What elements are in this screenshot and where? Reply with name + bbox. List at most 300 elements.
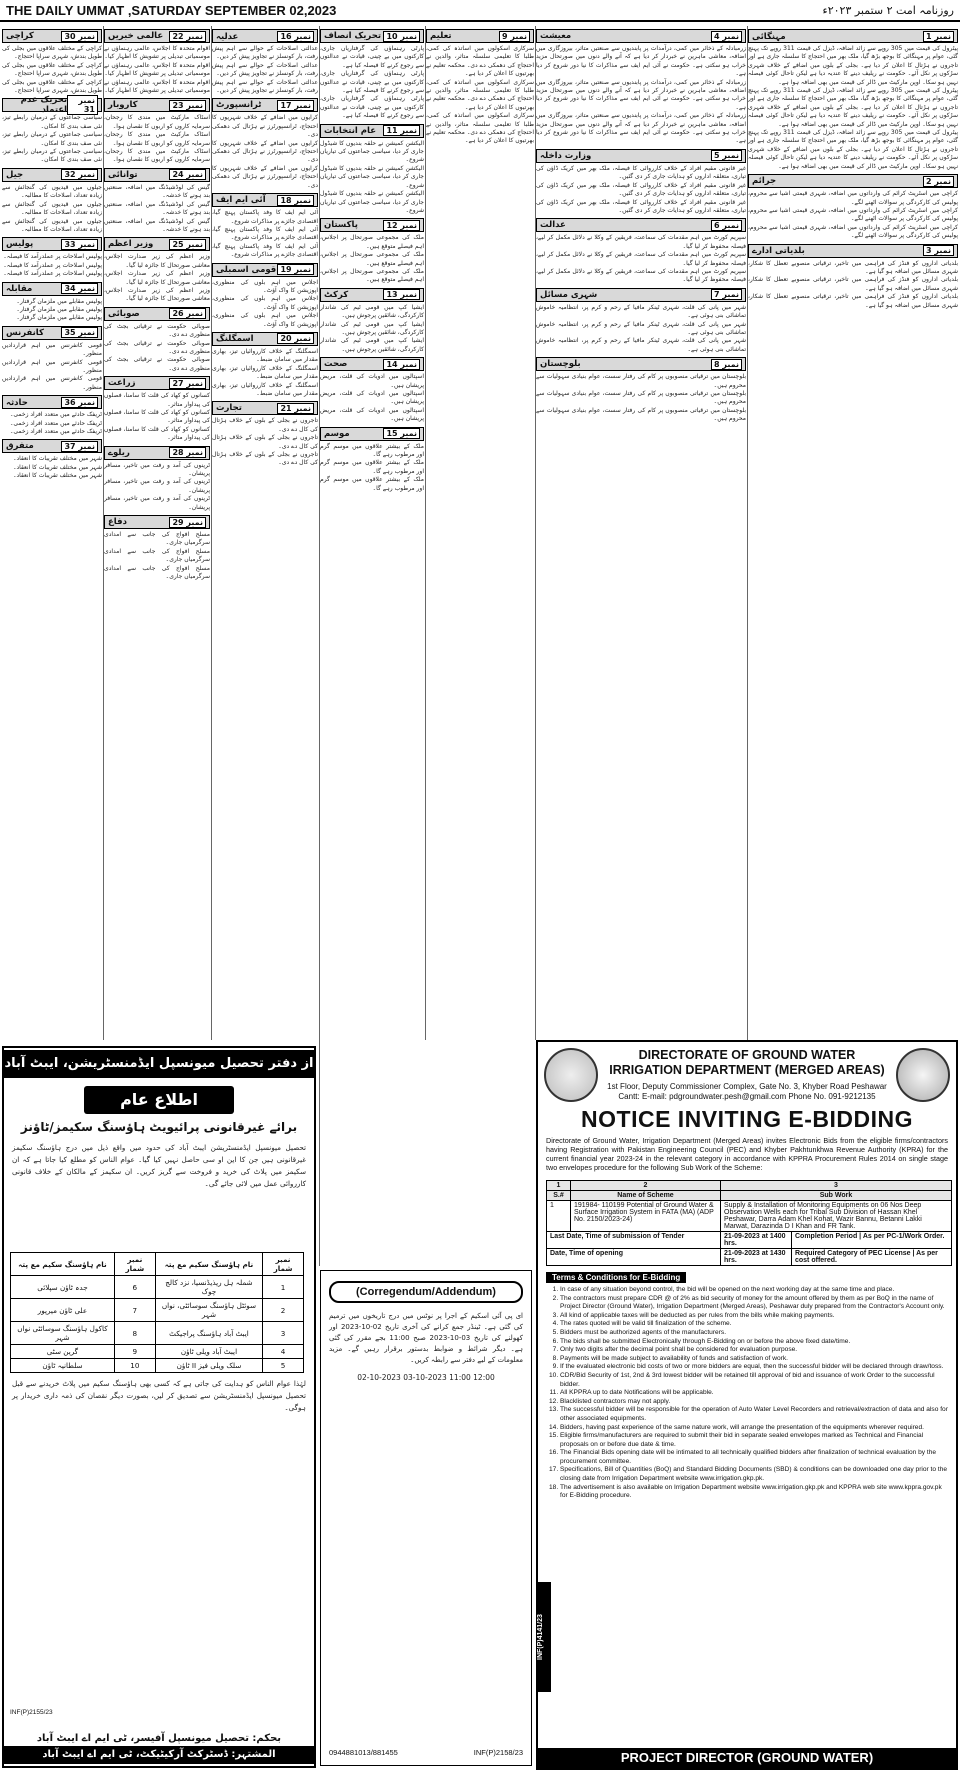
section-paragraph: ملک کے بیشتر علاقوں میں موسم گرم اور مرطوب رہے گا۔	[320, 476, 424, 492]
section-number: نمبر 30	[61, 31, 98, 42]
section-paragraph: آئی ایم ایف کا وفد پاکستان پہنچ گیا، اقتصادی جائزے پر مذاکرات شروع۔	[212, 242, 318, 259]
section-number: نمبر 32	[61, 169, 98, 180]
table-cell: گرین سٹی	[11, 1345, 115, 1359]
section-paragraph: اسٹاک مارکیٹ میں مندی کا رجحان، سرمایہ کاروں کو اربوں کا نقصان ہوا۔	[104, 148, 210, 164]
section-title: ٹرانسپورٹ	[216, 100, 262, 111]
schedule-label: Required Category of PEC License | As per cost offered.	[792, 1249, 952, 1266]
section-paragraph: ایشیا کپ میں قومی ٹیم کی شاندار کارکردگی، شائقین پرجوش ہیں۔	[320, 337, 424, 353]
section-number: نمبر 1	[923, 31, 954, 42]
table-cell: Supply & Installation of Monitoring Equipments on 06 Nos Deep Observation Wells each for Tribal Sub Division of Hassan Khel Peshawar, Darra Adam Khel Kohat, Wazir Bannu, Betanni Lakki Marwat, Darazinda D I Khan and FR Tank.	[721, 1201, 952, 1232]
section-heading	[104, 446, 210, 460]
section-paragraph: اجلاس میں اہم بلوں کی منظوری، اپوزیشن کا واک آؤٹ۔	[212, 278, 318, 294]
section-title: وزیر اعظم	[108, 239, 154, 250]
section-paragraph: ایشیا کپ میں قومی ٹیم کی شاندار کارکردگی، شائقین پرجوش ہیں۔	[320, 303, 424, 320]
section-title: صوبائی	[108, 308, 140, 319]
section-paragraph: وزیر اعظم کی زیر صدارت اجلاس، معاشی صورتحال کا جائزہ لیا گیا۔	[104, 253, 210, 269]
municipal-title: اطلاع عام	[84, 1086, 234, 1114]
table-cell: 1	[263, 1276, 304, 1299]
section-paragraph: پولیس مقابلے میں ملزمان گرفتار۔	[16, 314, 102, 322]
news-column-3	[426, 26, 534, 1038]
corrigendum-inf: INF(P)2158/23	[473, 1748, 523, 1757]
table-cell: 3	[263, 1322, 304, 1345]
section-paragraph: بلدیاتی اداروں کو فنڈز کی فراہمی میں تاخیر، ترقیاتی منصوبے تعطل کا شکار، شہری مسائل میں اضافہ ہو گیا ہے۔	[748, 259, 958, 275]
section-paragraph: سرکاری اسکولوں میں اساتذہ کی کمی، طلبا کا تعلیمی سلسلہ متاثر، والدین نے احتجاج کی دھمکی دے دی۔ محکمہ تعلیم نے بھرتیوں کا اعلان کر دیا ہے۔	[426, 78, 534, 111]
terms-item: 5. Bidders must be authorized agents of the manufacturers.	[560, 1329, 948, 1338]
section-heading	[212, 29, 318, 43]
section-heading	[212, 263, 318, 277]
terms-item: 14. Bidders, having past experience of the same nature work, will arrange the presentation of the equipments wherever required.	[560, 1424, 948, 1433]
section-title: جرائم	[752, 176, 777, 187]
section-paragraph: اسمگلنگ کے خلاف کارروائیاں تیز، بھاری مقدار میں سامان ضبط۔	[212, 347, 318, 364]
table-header: Sub Work	[721, 1191, 952, 1201]
section-paragraph: کسانوں کو کھاد کی قلت کا سامنا، فصلوں کی پیداوار متاثر۔	[104, 392, 210, 408]
table-cell: سلک ویلی فیز II ٹاؤن	[155, 1359, 262, 1373]
section-paragraph: ٹریفک حادثے میں متعدد افراد زخمی۔	[9, 419, 102, 427]
section-paragraph: ملک کی مجموعی صورتحال پر اجلاس، اہم فیصلے متوقع ہیں۔	[320, 234, 424, 250]
section-heading	[104, 98, 210, 112]
section-title: توانائی	[108, 169, 138, 180]
section-paragraph: بلوچستان میں ترقیاتی منصوبوں پر کام کی رفتار سست، عوام بنیادی سہولیات سے محروم ہیں۔	[536, 390, 746, 406]
table-cell: 9	[114, 1345, 155, 1359]
table-cell: سلطانیہ ٹاؤن	[11, 1359, 115, 1373]
section-paragraph: قومی کانفرنس میں اہم قراردادیں منظور۔	[2, 358, 102, 374]
terms-item: 13. The successful bidder will be responsible for the operation of Auto Water Level Recorders and retrieval/extraction of data and also for other associated equipments.	[560, 1406, 948, 1423]
section-number: نمبر 24	[169, 169, 206, 180]
table-header: Name of Scheme	[571, 1191, 721, 1201]
section-number: نمبر 18	[277, 195, 314, 206]
section-heading	[104, 29, 210, 43]
section-number: نمبر 35	[61, 327, 98, 338]
news-column-1	[748, 26, 958, 1038]
section-paragraph: مسلح افواج کی جانب سے امدادی سرگرمیاں جاری۔	[104, 564, 210, 581]
section-paragraph: تاجروں نے بجلی کے بلوں کے خلاف ہڑتال کی کال دے دی۔	[212, 451, 318, 467]
municipal-advertiser: المشتہر: ڈسٹرکٹ آرکیٹیکٹ، ٹی ایم اے ایبٹ آباد	[4, 1746, 314, 1764]
section-heading	[212, 401, 318, 415]
section-paragraph: سرکاری اسکولوں میں اساتذہ کی کمی، طلبا کا تعلیمی سلسلہ متاثر، والدین نے احتجاج کی دھمکی دے دی۔ محکمہ تعلیم نے بھرتیوں کا اعلان کر دیا ہے۔	[426, 45, 534, 78]
section-number: نمبر 14	[383, 359, 420, 370]
section-paragraph: جیلوں میں قیدیوں کی گنجائش سے زیادہ تعداد، اصلاحات کا مطالبہ۔	[2, 183, 102, 200]
section-paragraph: گیس کی لوڈشیڈنگ میں اضافہ، صنعتیں بند ہونے کا خدشہ۔	[104, 217, 210, 233]
table-cell: 2	[263, 1299, 304, 1322]
section-number: نمبر 25	[169, 239, 206, 250]
notice-intro: Directorate of Ground Water, Irrigation Department (Merged Areas) invites Electronic Bids from the eligible firms/contractors having Registration with Pakistan Engineering Council (PEC) and Khyber Pakhtunkhwa Revenue Authority (KPRA) for the current financial year 2023-24 in the relevant category in accordance with KPPRA Procurement Rules 2014 on single stage two envelopes procedure for the following Sub Work of the Scheme:	[546, 1136, 948, 1172]
corrigendum-phone: 0944881013/881455	[329, 1748, 398, 1757]
terms-item: 8. Payments will be made subject to availability of funds and satisfaction of work.	[560, 1355, 948, 1364]
section-paragraph: شہر میں مختلف تقریبات کا انعقاد۔	[12, 455, 102, 463]
section-paragraph: اقوام متحدہ کا اجلاس، عالمی رہنماؤں نے موسمیاتی تبدیلی پر تشویش کا اظہار کیا۔	[104, 61, 210, 78]
terms-item: 18. The advertisement is also available on Irrigation Department website www.irrigation.gkp.pk and KPPRA web site www.kppra.gov.pk for E-Bidding procedure.	[560, 1484, 948, 1501]
section-heading	[320, 357, 424, 371]
section-paragraph: ملک کے بیشتر علاقوں میں موسم گرم اور مرطوب رہے گا۔	[320, 459, 424, 475]
municipal-subtitle: برائے غیرقانونی پرائیویٹ ہاؤسنگ سکیمز/ٹاؤنز	[20, 1120, 298, 1134]
section-title: ریلوے	[108, 448, 130, 459]
section-paragraph: کسانوں کو کھاد کی قلت کا سامنا، فصلوں کی پیداوار متاثر۔	[104, 409, 210, 425]
section-heading	[104, 515, 210, 529]
masthead-title-en: THE DAILY UMMAT ,SATURDAY SEPTEMBER 02,2023	[6, 2, 337, 18]
terms-item: 17. Specifications, Bill of Quantities (BoQ) and Standard Bidding Documents (SBD) & conditions can be downloaded one day prior to the closing date from Irrigation Department website www.irrigation.gkp.pk.	[560, 1466, 948, 1483]
section-title: معیشت	[540, 31, 572, 41]
table-cell: شملہ ہل ریذیڈنسیا، نزد کالج چوک	[155, 1276, 262, 1299]
section-heading	[2, 95, 102, 116]
section-paragraph: ملک کے بیشتر علاقوں میں موسم گرم اور مرطوب رہے گا۔	[320, 442, 424, 459]
section-paragraph: عدالتی اصلاحات کے حوالے سے اہم پیش رفت، بار کونسلز نے تجاویز پیش کر دیں۔	[212, 78, 318, 95]
section-number: نمبر 13	[383, 289, 420, 300]
section-paragraph: اجلاس میں اہم بلوں کی منظوری، اپوزیشن کا واک آؤٹ۔	[212, 312, 318, 328]
section-paragraph: اسپتالوں میں ادویات کی قلت، مریض پریشان ہیں۔	[320, 373, 424, 389]
section-heading	[426, 29, 534, 43]
section-title: صحت	[324, 359, 348, 370]
section-title: موسم	[324, 428, 350, 439]
section-paragraph: وزیر اعظم کی زیر صدارت اجلاس، معاشی صورتحال کا جائزہ لیا گیا۔	[104, 270, 210, 286]
section-number: نمبر 23	[169, 100, 206, 111]
section-paragraph: آئی ایم ایف کا وفد پاکستان پہنچ گیا، اقتصادی جائزے پر مذاکرات شروع۔	[212, 225, 318, 242]
section-paragraph: اقوام متحدہ کا اجلاس، عالمی رہنماؤں نے موسمیاتی تبدیلی پر تشویش کا اظہار کیا۔	[104, 78, 210, 95]
table-cell: 191984- 110199 Potential of Ground Water & Surface Irrigation System in FATA (MA) (ADP No. 2150/2023-24)	[571, 1201, 721, 1232]
section-paragraph: مسلح افواج کی جانب سے امدادی سرگرمیاں جاری۔	[104, 531, 210, 547]
section-paragraph: کسانوں کو کھاد کی قلت کا سامنا، فصلوں کی پیداوار متاثر۔	[104, 425, 210, 442]
table-index: 3	[721, 1181, 952, 1191]
notice-footer: PROJECT DIRECTOR (GROUND WATER)	[538, 1748, 956, 1768]
table-row	[11, 1359, 304, 1373]
section-paragraph: اجلاس میں اہم بلوں کی منظوری، اپوزیشن کا واک آؤٹ۔	[212, 295, 318, 311]
terms-item: 4. The rates quoted will be valid till finalization of the scheme.	[560, 1320, 948, 1329]
table-cell: 7	[114, 1299, 155, 1322]
section-paragraph: کراچی کے مختلف علاقوں میں بجلی کی طویل بندش، شہری سراپا احتجاج۔	[2, 61, 102, 78]
section-title: پاکستان	[324, 220, 358, 231]
corrigendum-footer	[329, 1748, 523, 1757]
table-row	[547, 1249, 952, 1266]
section-paragraph: تاجروں نے بجلی کے بلوں کے خلاف ہڑتال کی کال دے دی۔	[212, 434, 318, 450]
schedule-label: Last Date, Time of submission of Tender	[547, 1232, 721, 1249]
section-title: جیل	[6, 169, 24, 180]
section-number: نمبر 26	[169, 308, 206, 319]
table-header: نام ہاؤسنگ سکیم مع پتہ	[11, 1253, 115, 1276]
table-cell: کاکول ہاؤسنگ سوسائٹی نواں شہر	[11, 1322, 115, 1345]
section-paragraph: جیلوں میں قیدیوں کی گنجائش سے زیادہ تعداد، اصلاحات کا مطالبہ۔	[2, 200, 102, 217]
section-paragraph: اسپتالوں میں ادویات کی قلت، مریض پریشان ہیں۔	[320, 406, 424, 423]
section-paragraph: شہر میں پانی کی قلت، شہری ٹینکر مافیا کے رحم و کرم پر، انتظامیہ خاموش تماشائی بنی ہوئی ہے۔	[536, 337, 746, 353]
section-heading	[104, 237, 210, 251]
section-title: تعلیم	[430, 31, 452, 41]
table-index: 1	[547, 1181, 571, 1191]
section-number: نمبر 9	[499, 31, 530, 42]
section-heading	[2, 395, 102, 409]
table-cell: 6	[114, 1276, 155, 1299]
terms-item: 11. All KPPRA up to date Notifications will be applicable.	[560, 1389, 948, 1398]
table-row	[11, 1276, 304, 1299]
section-paragraph: بلدیاتی اداروں کو فنڈز کی فراہمی میں تاخیر، ترقیاتی منصوبے تعطل کا شکار، شہری مسائل میں اضافہ ہو گیا ہے۔	[748, 276, 958, 292]
table-row	[11, 1322, 304, 1345]
table-header: S.#	[547, 1191, 571, 1201]
section-paragraph: زرمبادلہ کے ذخائر میں کمی، درآمدات پر پابندیوں سے صنعتیں متاثر، بیروزگاری میں اضافہ، معاشی ماہرین نے خبردار کر دیا ہے کہ آنے والے دنوں میں صورتحال مزید خراب ہو سکتی ہے۔ حکومت نے آئی ایم ایف سے مذاکرات کا نیا دور شروع کر دیا ہے۔	[536, 112, 746, 145]
section-paragraph: الیکشن کمیشن نے حلقہ بندیوں کا شیڈول جاری کر دیا، سیاسی جماعتوں کی تیاریاں شروع۔	[320, 164, 424, 189]
section-paragraph: گیس کی لوڈشیڈنگ میں اضافہ، صنعتیں بند ہونے کا خدشہ۔	[104, 200, 210, 217]
section-title: متفرق	[6, 441, 34, 452]
table-index: 2	[571, 1181, 721, 1191]
table-cell: 5	[263, 1359, 304, 1373]
terms-item: 9. If the evaluated electronic bid costs of two or more bidders are equal, then the successful bidder will be declared through draw/toss.	[560, 1363, 948, 1372]
section-title: مقابلہ	[6, 284, 33, 295]
section-number: نمبر 8	[711, 359, 742, 370]
section-paragraph: اسٹاک مارکیٹ میں مندی کا رجحان، سرمایہ کاروں کو اربوں کا نقصان ہوا۔	[104, 131, 210, 147]
irrigation-department-logo-icon	[896, 1048, 950, 1102]
news-column-5	[212, 26, 318, 1038]
section-heading	[104, 376, 210, 390]
section-paragraph: پولیس مقابلے میں ملزمان گرفتار۔	[16, 297, 102, 305]
section-paragraph: سیاسی جماعتوں کے درمیان رابطے تیز، نئی صف بندی کا امکان۔	[2, 148, 102, 164]
section-paragraph: ایشیا کپ میں قومی ٹیم کی شاندار کارکردگی، شائقین پرجوش ہیں۔	[320, 320, 424, 336]
section-paragraph: غیر قانونی مقیم افراد کے خلاف کارروائی کا فیصلہ، ملک بھر میں کریک ڈاؤن کی تیاری، متعلقہ اداروں کو ہدایات جاری کر دی گئیں۔	[536, 164, 746, 181]
table-cell: 1	[547, 1201, 571, 1232]
terms-item: 7. Only two digits after the decimal point shall be considered for evaluation purpose.	[560, 1346, 948, 1355]
section-paragraph: شہر میں پانی کی قلت، شہری ٹینکر مافیا کے رحم و کرم پر، انتظامیہ خاموش تماشائی بنی ہوئی ہے۔	[536, 303, 746, 320]
section-paragraph: سپریم کورٹ میں اہم مقدمات کی سماعت، فریقین کے وکلا نے دلائل مکمل کر لیے، فیصلہ محفوظ کر لیا گیا۔	[536, 234, 746, 250]
table-cell: ایبٹ آباد ہاؤسنگ پراجیکٹ	[155, 1322, 262, 1345]
section-heading	[2, 282, 102, 296]
section-paragraph: جیلوں میں قیدیوں کی گنجائش سے زیادہ تعداد، اصلاحات کا مطالبہ۔	[2, 217, 102, 233]
section-heading	[2, 168, 102, 182]
section-paragraph: اسمگلنگ کے خلاف کارروائیاں تیز، بھاری مقدار میں سامان ضبط۔	[212, 364, 318, 381]
table-cell: 10	[114, 1359, 155, 1373]
terms-item: 2. The contractors must prepare CDR @ of 2% as bid security of money for the amount offered by them as per BoQ in the name of Project Director (Ground Water), Irrigation Department (Merged Areas), Peshawar duly prepared from the Contractor's Account only.	[560, 1295, 948, 1312]
table-cell: علی ٹاؤن میرپور	[11, 1299, 115, 1322]
table-cell: 4	[263, 1345, 304, 1359]
section-number: نمبر 11	[383, 125, 420, 136]
e-bidding-notice	[536, 1040, 958, 1770]
section-paragraph: آئی ایم ایف کا وفد پاکستان پہنچ گیا، اقتصادی جائزے پر مذاکرات شروع۔	[212, 209, 318, 225]
terms-item: 15. Eligible firms/manufacturers are required to submit their bid in separate sealed envelopes marked as Technical and Financial proposals on or before due date & time.	[560, 1432, 948, 1449]
section-paragraph: کرایوں میں اضافے کے خلاف شہریوں کا احتجاج، ٹرانسپورٹرز نے ہڑتال کی دھمکی دی۔	[212, 164, 318, 189]
section-paragraph: اسپتالوں میں ادویات کی قلت، مریض پریشان ہیں۔	[320, 390, 424, 406]
section-paragraph: صوبائی حکومت نے ترقیاتی بجٹ کی منظوری دے دی۔	[104, 339, 210, 355]
section-title: زراعت	[108, 378, 136, 389]
section-title: کرکٹ	[324, 289, 349, 300]
section-heading	[320, 124, 424, 138]
section-paragraph: قومی کانفرنس میں اہم قراردادیں منظور۔	[2, 341, 102, 358]
section-paragraph: شہر میں مختلف تقریبات کا انعقاد۔	[12, 472, 102, 480]
table-row	[11, 1299, 304, 1322]
notice-heading: NOTICE INVITING E-BIDDING	[581, 1106, 913, 1132]
section-number: نمبر 17	[277, 100, 314, 111]
terms-item: 3. All kind of applicable taxes will be deducted as per rules from the bills while making payments.	[560, 1312, 948, 1321]
schedule-label: Completion Period | As per PC-1/Work Order.	[792, 1232, 952, 1249]
terms-item: 16. The Financial Bids opening date will be intimated to all technically qualified bidders after finalization of technical evaluation by the procurement committee.	[560, 1449, 948, 1466]
section-number: نمبر 33	[61, 239, 98, 250]
section-paragraph: کرایوں میں اضافے کے خلاف شہریوں کا احتجاج، ٹرانسپورٹرز نے ہڑتال کی دھمکی دی۔	[212, 139, 318, 164]
section-paragraph: قومی کانفرنس میں اہم قراردادیں منظور۔	[2, 375, 102, 391]
table-row	[547, 1201, 952, 1232]
municipal-order: بحکم: تحصیل میونسپل آفیسر، ٹی ایم اے ایبٹ آباد	[36, 1733, 282, 1744]
section-paragraph: سرکاری اسکولوں میں اساتذہ کی کمی، طلبا کا تعلیمی سلسلہ متاثر، والدین نے احتجاج کی دھمکی دے دی۔ محکمہ تعلیم نے بھرتیوں کا اعلان کر دیا ہے۔	[426, 112, 534, 145]
section-title: بلوچستان	[540, 359, 581, 370]
section-paragraph: بلوچستان میں ترقیاتی منصوبوں پر کام کی رفتار سست، عوام بنیادی سہولیات سے محروم ہیں۔	[536, 373, 746, 389]
section-paragraph: کراچی کے مختلف علاقوں میں بجلی کی طویل بندش، شہری سراپا احتجاج۔	[2, 78, 102, 95]
section-paragraph: پارٹی رہنماؤں کی گرفتاریاں جاری، کارکنوں میں بے چینی، قیادت نے عدالتوں سے رجوع کرنے کا فیصلہ کیا ہے۔	[320, 45, 424, 69]
section-number: نمبر 6	[711, 220, 742, 231]
section-heading	[536, 357, 746, 371]
section-paragraph: عدالتی اصلاحات کے حوالے سے اہم پیش رفت، بار کونسلز نے تجاویز پیش کر دیں۔	[212, 61, 318, 78]
section-number: نمبر 34	[61, 283, 98, 294]
section-paragraph: صوبائی حکومت نے ترقیاتی بجٹ کی منظوری دے دی۔	[104, 322, 210, 339]
section-paragraph: کراچی میں اسٹریٹ کرائم کی وارداتوں میں اضافہ، شہری قیمتی اشیا سے محروم، پولیس کی کارکردگی پر سوالات اٹھنے لگے۔	[748, 206, 958, 223]
section-heading	[104, 307, 210, 321]
municipal-office: از دفتر تحصیل میونسپل ایڈمنسٹریشن، ایبٹ آباد	[4, 1050, 314, 1078]
section-title: بلدیاتی ادارے	[752, 246, 805, 257]
section-title: تجارت	[216, 403, 242, 414]
government-seal-icon	[544, 1048, 598, 1102]
municipal-body: تحصیل میونسپل ایڈمنسٹریشن ایبٹ آباد کی حدود میں واقع ذیل میں درج ہاؤسنگ سکیمز غیرقانونی ہیں جن کا این او سی حاصل نہیں کیا گیا۔ عوام الناس کو مطلع کیا جاتا ہے کہ ان سکیمز میں پلاٹ کی خرید و فروخت سے گریز کریں۔ ان سکیمز کے مالکان کے خلاف قانونی کارروائی عمل میں لائی جائے گی۔	[12, 1143, 306, 1188]
section-paragraph: ٹرینوں کی آمد و رفت میں تاخیر، مسافر پریشان۔	[104, 495, 210, 511]
section-paragraph: پولیس اصلاحات پر عملدرآمد کا فیصلہ۔	[3, 253, 102, 261]
table-cell: 8	[114, 1322, 155, 1345]
section-paragraph: زرمبادلہ کے ذخائر میں کمی، درآمدات پر پابندیوں سے صنعتیں متاثر، بیروزگاری میں اضافہ، معاشی ماہرین نے خبردار کر دیا ہے کہ آنے والے دنوں میں صورتحال مزید خراب ہو سکتی ہے۔ حکومت نے آئی ایم ایف سے مذاکرات کا نیا دور شروع کر دیا ہے۔	[536, 45, 746, 78]
section-heading	[536, 288, 746, 302]
masthead-title-ur: روزنامہ امت ۲ ستمبر ۲۰۲۳ء	[822, 3, 954, 17]
section-title: تحریک انصاف	[324, 31, 382, 41]
section-paragraph: بلدیاتی اداروں کو فنڈز کی فراہمی میں تاخیر، ترقیاتی منصوبے تعطل کا شکار، شہری مسائل میں اضافہ ہو گیا ہے۔	[748, 293, 958, 309]
section-paragraph: پولیس اصلاحات پر عملدرآمد کا فیصلہ۔	[3, 270, 102, 278]
section-number: نمبر 19	[277, 264, 314, 275]
section-number: نمبر 7	[711, 289, 742, 300]
municipal-inf: INF(P)2155/23	[10, 1709, 53, 1716]
table-cell: ایبٹ آباد ویلی ٹاؤن	[155, 1345, 262, 1359]
terms-list	[546, 1286, 948, 1501]
section-paragraph: ٹریفک حادثے میں متعدد افراد زخمی۔	[9, 411, 102, 419]
section-number: نمبر 21	[277, 403, 314, 414]
section-title: عام انتخابات	[324, 125, 377, 136]
section-paragraph: زرمبادلہ کے ذخائر میں کمی، درآمدات پر پابندیوں سے صنعتیں متاثر، بیروزگاری میں اضافہ، معاشی ماہرین نے خبردار کر دیا ہے کہ آنے والے دنوں میں صورتحال مزید خراب ہو سکتی ہے۔ حکومت نے آئی ایم ایف سے مذاکرات کا نیا دور شروع کر دیا ہے۔	[536, 78, 746, 111]
section-paragraph: پارٹی رہنماؤں کی گرفتاریاں جاری، کارکنوں میں بے چینی، قیادت نے عدالتوں سے رجوع کرنے کا فیصلہ کیا ہے۔	[320, 70, 424, 95]
corrigendum-body: ای پی آئی اسکیم کے اجرا پر نوٹس میں درج تاریخوں میں ترمیم کی گئی ہے۔ ٹینڈر جمع کرانے کی آخری تاریخ 02-10-2023 اور کھولنے کی تاریخ 03-10-2023 صبح 11:00 بجے مقرر کی گئی ہے۔ دیگر شرائط و ضوابط بدستور برقرار رہیں گے۔ مزید معلومات کے لیے دفتر سے رابطہ کریں۔ 02-10-2023 03-10-2023 11:00 12:00	[329, 1312, 523, 1382]
schedule-value: 21-09-2023 at 1430 hrs.	[721, 1249, 792, 1266]
section-number: نمبر 28	[169, 447, 206, 458]
section-heading	[104, 168, 210, 182]
section-paragraph: گیس کی لوڈشیڈنگ میں اضافہ، صنعتیں بند ہونے کا خدشہ۔	[104, 183, 210, 200]
section-title: تحریک عدم اعتماد	[20, 95, 68, 116]
corrigendum-title: (Corregendum/Addendum)	[329, 1281, 523, 1303]
section-paragraph: پیٹرول کی قیمت میں 305 روپے سے زائد اضافہ، ڈیزل کی قیمت 311 روپے تک پہنچ گئی، عوام پر مہنگائی کا بوجھ بڑھ گیا، ملک بھر میں احتجاج کا سلسلہ جاری ہے اور تاجروں نے ہڑتال کا اعلان کر دیا ہے۔ بجلی کے بلوں میں اضافے کے خلاف شہری سڑکوں پر نکل آئے۔ حکومت نے ریلیف دینے کا عندیہ دیا ہے لیکن تاحال کوئی فیصلہ نہیں ہو سکا۔ اوپن مارکیٹ میں ڈالر کی قیمت میں بھی اضافہ ہوا ہے۔	[748, 87, 958, 128]
section-paragraph: سپریم کورٹ میں اہم مقدمات کی سماعت، فریقین کے وکلا نے دلائل مکمل کر لیے، فیصلہ محفوظ کر لیا گیا۔	[536, 251, 746, 267]
section-title: عدلیہ	[216, 31, 239, 42]
section-heading	[748, 29, 958, 43]
section-paragraph: ٹرینوں کی آمد و رفت میں تاخیر، مسافر پریشان۔	[104, 478, 210, 494]
scheme-table	[546, 1180, 952, 1266]
section-paragraph: وزیر اعظم کی زیر صدارت اجلاس، معاشی صورتحال کا جائزہ لیا گیا۔	[104, 286, 210, 303]
section-paragraph: اسمگلنگ کے خلاف کارروائیاں تیز، بھاری مقدار میں سامان ضبط۔	[212, 381, 318, 397]
section-title: اسمگلنگ	[216, 333, 254, 344]
table-cell: سوئٹل ہاؤسنگ سوسائٹی، نواں شہر	[155, 1299, 262, 1322]
section-paragraph: تاجروں نے بجلی کے بلوں کے خلاف ہڑتال کی کال دے دی۔	[212, 417, 318, 433]
section-paragraph: صوبائی حکومت نے ترقیاتی بجٹ کی منظوری دے دی۔	[104, 356, 210, 372]
section-paragraph: پولیس مقابلے میں ملزمان گرفتار۔	[16, 305, 102, 313]
section-paragraph: ملک کی مجموعی صورتحال پر اجلاس، اہم فیصلے متوقع ہیں۔	[320, 251, 424, 267]
section-paragraph: شہر میں مختلف تقریبات کا انعقاد۔	[12, 463, 102, 471]
corrigendum-dates: 02-10-2023 03-10-2023 11:00 12:00	[357, 1373, 495, 1382]
news-column-7	[2, 26, 102, 1038]
section-number: نمبر 3	[923, 245, 954, 256]
section-number: نمبر 2	[923, 176, 954, 187]
section-heading	[536, 149, 746, 163]
table-header: نمبر شمار	[263, 1253, 304, 1276]
schedule-value: 21-09-2023 at 1400 hrs.	[721, 1232, 792, 1249]
section-paragraph: شہر میں پانی کی قلت، شہری ٹینکر مافیا کے رحم و کرم پر، انتظامیہ خاموش تماشائی بنی ہوئی ہے۔	[536, 320, 746, 336]
section-title: پولیس	[6, 239, 34, 250]
section-paragraph: ٹریفک حادثے میں متعدد افراد زخمی۔	[9, 428, 102, 435]
section-paragraph: پارٹی رہنماؤں کی گرفتاریاں جاری، کارکنوں میں بے چینی، قیادت نے عدالتوں سے رجوع کرنے کا فیصلہ کیا ہے۔	[320, 95, 424, 120]
table-row	[547, 1232, 952, 1249]
section-paragraph: اسٹاک مارکیٹ میں مندی کا رجحان، سرمایہ کاروں کو اربوں کا نقصان ہوا۔	[104, 114, 210, 130]
section-paragraph: کرایوں میں اضافے کے خلاف شہریوں کا احتجاج، ٹرانسپورٹرز نے ہڑتال کی دھمکی دی۔	[212, 114, 318, 139]
section-heading	[748, 174, 958, 188]
section-heading	[2, 439, 102, 453]
section-paragraph: کراچی میں اسٹریٹ کرائم کی وارداتوں میں اضافہ، شہری قیمتی اشیا سے محروم، پولیس کی کارکردگی پر سوالات اٹھنے لگے۔	[748, 223, 958, 240]
schedule-label: Date, Time of opening	[547, 1249, 721, 1266]
terms-item: 10. CDR/Bid Security of 1st, 2nd & 3rd lowest bidder will be retained till approval of bid and issuance of work Order to the successful bidder.	[560, 1372, 948, 1389]
section-paragraph: الیکشن کمیشن نے حلقہ بندیوں کا شیڈول جاری کر دیا، سیاسی جماعتوں کی تیاریاں شروع۔	[320, 139, 424, 164]
news-column-6	[104, 26, 210, 1038]
section-number: نمبر 37	[61, 441, 98, 452]
section-paragraph: سیاسی جماعتوں کے درمیان رابطے تیز، نئی صف بندی کا امکان۔	[2, 131, 102, 147]
section-paragraph: غیر قانونی مقیم افراد کے خلاف کارروائی کا فیصلہ، ملک بھر میں کریک ڈاؤن کی تیاری، متعلقہ اداروں کو ہدایات جاری کر دی گئیں۔	[536, 181, 746, 198]
section-paragraph: ملک کی مجموعی صورتحال پر اجلاس، اہم فیصلے متوقع ہیں۔	[320, 267, 424, 284]
section-heading	[748, 244, 958, 258]
section-paragraph: الیکشن کمیشن نے حلقہ بندیوں کا شیڈول جاری کر دیا، سیاسی جماعتوں کی تیاریاں شروع۔	[320, 190, 424, 214]
section-number: نمبر 36	[61, 397, 98, 408]
table-cell: جدہ ٹاؤن سپلائی	[11, 1276, 115, 1299]
section-heading	[536, 218, 746, 232]
terms-item: 12. Blacklisted contractors may not apply.	[560, 1398, 948, 1407]
section-heading	[212, 193, 318, 207]
section-paragraph: مسلح افواج کی جانب سے امدادی سرگرمیاں جاری۔	[104, 547, 210, 564]
section-title: عالمی خبریں	[108, 31, 164, 41]
section-paragraph: بلوچستان میں ترقیاتی منصوبوں پر کام کی رفتار سست، عوام بنیادی سہولیات سے محروم ہیں۔	[536, 406, 746, 423]
table-header: نمبر شمار	[114, 1253, 155, 1276]
notice-address: 1st Floor, Deputy Commissioner Complex, Gate No. 3, Khyber Road Peshawar Cantt: E-mail: pdgroundwater.pesh@gmail.com Phone No. 091-9212135	[607, 1082, 887, 1101]
section-heading	[2, 29, 102, 43]
section-number: نمبر 15	[383, 428, 420, 439]
section-heading	[2, 326, 102, 340]
section-heading	[212, 98, 318, 112]
section-title: کراچی	[6, 31, 34, 41]
section-paragraph: پیٹرول کی قیمت میں 305 روپے سے زائد اضافہ، ڈیزل کی قیمت 311 روپے تک پہنچ گئی، عوام پر مہنگائی کا بوجھ بڑھ گیا، ملک بھر میں احتجاج کا سلسلہ جاری ہے اور تاجروں نے ہڑتال کا اعلان کر دیا ہے۔ بجلی کے بلوں میں اضافے کے خلاف شہری سڑکوں پر نکل آئے۔ حکومت نے ریلیف دینے کا عندیہ دیا ہے لیکن تاحال کوئی فیصلہ نہیں ہو سکا۔ اوپن مارکیٹ میں ڈالر کی قیمت میں بھی اضافہ ہوا ہے۔	[748, 129, 958, 170]
terms-item: 6. The bids shall be submitted Electronically through E-Bidding on or before the above fixed date/time.	[560, 1338, 948, 1347]
section-paragraph: کراچی کے مختلف علاقوں میں بجلی کی طویل بندش، شہری سراپا احتجاج۔	[2, 45, 102, 61]
housing-schemes-table	[10, 1252, 304, 1373]
section-number: نمبر 16	[277, 31, 314, 42]
section-paragraph: کراچی میں اسٹریٹ کرائم کی وارداتوں میں اضافہ، شہری قیمتی اشیا سے محروم، پولیس کی کارکردگی پر سوالات اٹھنے لگے۔	[748, 190, 958, 206]
section-title: عدالت	[540, 220, 566, 231]
section-number: نمبر 20	[277, 333, 314, 344]
section-title: قومی اسمبلی	[216, 264, 277, 275]
section-heading	[320, 218, 424, 232]
section-number: نمبر 29	[169, 517, 206, 528]
section-title: آئی ایم ایف	[216, 195, 266, 206]
table-row	[11, 1345, 304, 1359]
section-title: وزارت داخلہ	[540, 151, 592, 162]
section-heading	[536, 29, 746, 43]
notice-inf-code: INF(P)4141/23	[537, 1582, 551, 1692]
section-paragraph: سیاسی جماعتوں کے درمیان رابطے تیز، نئی صف بندی کا امکان۔	[2, 114, 102, 130]
section-title: حادثہ	[6, 397, 28, 408]
section-heading	[212, 332, 318, 346]
section-number: نمبر 12	[383, 220, 420, 231]
terms-heading: Terms & Conditions for E-Bidding	[546, 1272, 686, 1283]
section-heading	[320, 427, 424, 441]
section-heading	[320, 29, 424, 43]
section-heading	[320, 288, 424, 302]
section-paragraph: عدالتی اصلاحات کے حوالے سے اہم پیش رفت، بار کونسلز نے تجاویز پیش کر دیں۔	[212, 45, 318, 61]
section-title: شہری مسائل	[540, 290, 598, 301]
